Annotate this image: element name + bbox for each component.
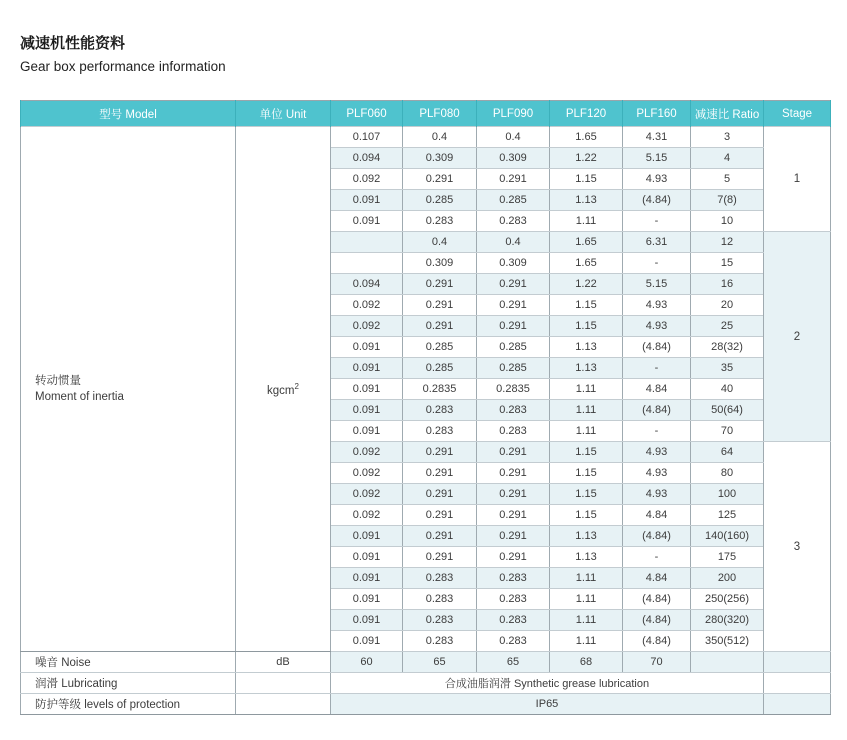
- table-cell: 1.22: [550, 274, 623, 295]
- table-cell: 0.091: [331, 379, 403, 400]
- table-cell: 0.092: [331, 442, 403, 463]
- table-cell: -: [623, 547, 691, 568]
- table-cell: 3: [691, 127, 764, 148]
- page-title-zh: 减速机性能资料: [20, 35, 126, 52]
- noise-row: [21, 652, 831, 673]
- noise-label: 噪音 Noise: [21, 652, 236, 673]
- header-plf080: PLF080: [403, 101, 477, 127]
- table-row: [21, 127, 831, 148]
- table-cell: 50(64): [691, 400, 764, 421]
- table-cell: 0.283: [403, 421, 477, 442]
- table-cell: 65: [403, 652, 477, 673]
- table-cell: 200: [691, 568, 764, 589]
- table-cell: 0.291: [477, 316, 550, 337]
- table-cell: 4.84: [623, 379, 691, 400]
- table-cell: 0.091: [331, 211, 403, 232]
- header-plf160: PLF160: [623, 101, 691, 127]
- table-cell: 12: [691, 232, 764, 253]
- table-cell: 0.4: [477, 127, 550, 148]
- table-cell: (4.84): [623, 190, 691, 211]
- table-cell: 0.283: [477, 421, 550, 442]
- table-cell: (4.84): [623, 526, 691, 547]
- noise-unit: dB: [236, 652, 331, 673]
- table-cell: 0.291: [403, 484, 477, 505]
- table-cell: 0.283: [477, 610, 550, 631]
- table-cell: 64: [691, 442, 764, 463]
- table-cell: 0.291: [403, 295, 477, 316]
- table-cell: 4.93: [623, 442, 691, 463]
- table-cell: 0.309: [403, 253, 477, 274]
- table-cell: 1.11: [550, 421, 623, 442]
- table-cell: 0.291: [403, 463, 477, 484]
- table-cell: 0.092: [331, 316, 403, 337]
- table-cell: [764, 673, 831, 694]
- table-cell: 0.291: [403, 526, 477, 547]
- table-cell: (4.84): [623, 337, 691, 358]
- header-row: [21, 101, 831, 127]
- table-cell: 60: [331, 652, 403, 673]
- table-cell: 4: [691, 148, 764, 169]
- table-cell: 4.93: [623, 316, 691, 337]
- table-cell: 1.65: [550, 253, 623, 274]
- table-cell: 1.11: [550, 589, 623, 610]
- table-cell: 0.291: [403, 274, 477, 295]
- table-cell: 0.091: [331, 421, 403, 442]
- table-cell: 1.11: [550, 400, 623, 421]
- protection-row: [21, 694, 831, 715]
- table-cell: -: [623, 211, 691, 232]
- table-cell: 70: [623, 652, 691, 673]
- table-cell: 4.93: [623, 169, 691, 190]
- table-cell: 0.291: [477, 526, 550, 547]
- lubricating-unit: [236, 673, 331, 694]
- table-cell: 0.291: [403, 442, 477, 463]
- table-cell: 4.84: [623, 505, 691, 526]
- table-cell: 0.291: [477, 484, 550, 505]
- table-cell: 175: [691, 547, 764, 568]
- table-cell: 16: [691, 274, 764, 295]
- table-cell: 0.283: [477, 631, 550, 652]
- table-cell: 0.285: [403, 358, 477, 379]
- table-cell: 0.291: [477, 442, 550, 463]
- stage-cell: 1: [764, 127, 831, 232]
- table-cell: 1.13: [550, 358, 623, 379]
- table-cell: 6.31: [623, 232, 691, 253]
- table-cell: 0.091: [331, 631, 403, 652]
- table-cell: 0.092: [331, 484, 403, 505]
- table-cell: 1.15: [550, 505, 623, 526]
- table-cell: 1.15: [550, 316, 623, 337]
- table-cell: 1.22: [550, 148, 623, 169]
- table-cell: 1.15: [550, 463, 623, 484]
- table-cell: 0.291: [403, 169, 477, 190]
- table-cell: 250(256): [691, 589, 764, 610]
- table-cell: 0.091: [331, 526, 403, 547]
- table-cell: 0.283: [403, 610, 477, 631]
- table-cell: 0.283: [477, 400, 550, 421]
- table-cell: 0.291: [477, 547, 550, 568]
- table-cell: 0.4: [403, 127, 477, 148]
- table-cell: 0.094: [331, 274, 403, 295]
- table-cell: 0.283: [477, 589, 550, 610]
- table-cell: 0.291: [403, 505, 477, 526]
- table-cell: 1.11: [550, 211, 623, 232]
- table-cell: 0.283: [477, 211, 550, 232]
- table-cell: 1.15: [550, 484, 623, 505]
- table-cell: [764, 652, 831, 673]
- table-cell: 0.107: [331, 127, 403, 148]
- model-merged-cell: [21, 127, 236, 652]
- table-cell: 4.93: [623, 484, 691, 505]
- table-cell: 5.15: [623, 148, 691, 169]
- table-cell: 0.309: [477, 253, 550, 274]
- table-cell: 0.091: [331, 568, 403, 589]
- header-unit: 单位 Unit: [236, 101, 331, 127]
- table-cell: 0.4: [477, 232, 550, 253]
- table-cell: (4.84): [623, 631, 691, 652]
- lubricating-row: [21, 673, 831, 694]
- table-cell: 0.283: [403, 400, 477, 421]
- header-plf060: PLF060: [331, 101, 403, 127]
- protection-label: 防护等级 levels of protection: [21, 694, 236, 715]
- table-cell: 0.291: [403, 547, 477, 568]
- table-cell: 0.291: [477, 463, 550, 484]
- table-cell: (4.84): [623, 400, 691, 421]
- table-cell: 15: [691, 253, 764, 274]
- table-cell: 0.091: [331, 589, 403, 610]
- page-title-en: Gear box performance information: [20, 59, 226, 74]
- table-cell: 4.31: [623, 127, 691, 148]
- table-cell: 0.285: [477, 337, 550, 358]
- table-cell: 0.092: [331, 463, 403, 484]
- table-cell: 35: [691, 358, 764, 379]
- table-cell: 4.93: [623, 463, 691, 484]
- table-cell: [331, 253, 403, 274]
- table-cell: -: [623, 421, 691, 442]
- table-cell: 0.091: [331, 547, 403, 568]
- table-cell: 1.65: [550, 232, 623, 253]
- table-cell: [691, 652, 764, 673]
- table-cell: 280(320): [691, 610, 764, 631]
- table-cell: 4.84: [623, 568, 691, 589]
- lubricating-label: 润滑 Lubricating: [21, 673, 236, 694]
- table-cell: 80: [691, 463, 764, 484]
- table-cell: 0.4: [403, 232, 477, 253]
- table-cell: 5: [691, 169, 764, 190]
- table-cell: -: [623, 358, 691, 379]
- unit-merged-cell: kgcm$^2$: [236, 127, 331, 652]
- table-cell: 0.2835: [477, 379, 550, 400]
- table-cell: 1.13: [550, 337, 623, 358]
- header-plf090: PLF090: [477, 101, 550, 127]
- table-cell: 1.11: [550, 610, 623, 631]
- table-cell: 0.091: [331, 358, 403, 379]
- table-cell: [764, 694, 831, 715]
- table-cell: 140(160): [691, 526, 764, 547]
- table-cell: 0.091: [331, 400, 403, 421]
- unit-superscript: 2: [294, 381, 299, 391]
- table-cell: 0.094: [331, 148, 403, 169]
- stage-cell: 2: [764, 232, 831, 442]
- table-cell: 0.291: [477, 295, 550, 316]
- performance-table: [20, 100, 831, 715]
- header-model: 型号 Model: [21, 101, 236, 127]
- table-cell: 10: [691, 211, 764, 232]
- lubricating-value: 合成油脂润滑 Synthetic grease lubrication: [331, 673, 764, 694]
- table-cell: 0.291: [477, 505, 550, 526]
- table-cell: 350(512): [691, 631, 764, 652]
- table-cell: 25: [691, 316, 764, 337]
- table-cell: (4.84): [623, 610, 691, 631]
- table-cell: 65: [477, 652, 550, 673]
- table-cell: 70: [691, 421, 764, 442]
- table-cell: 1.11: [550, 379, 623, 400]
- table-cell: 1.13: [550, 547, 623, 568]
- table-cell: 28(32): [691, 337, 764, 358]
- header-ratio: 减速比 Ratio: [691, 101, 764, 127]
- table-cell: 1.15: [550, 169, 623, 190]
- table-cell: 0.283: [403, 589, 477, 610]
- table-cell: 0.283: [403, 631, 477, 652]
- table-cell: 0.091: [331, 190, 403, 211]
- table-cell: 1.11: [550, 631, 623, 652]
- table-cell: 1.15: [550, 442, 623, 463]
- table-cell: 0.092: [331, 505, 403, 526]
- table-cell: 1.15: [550, 295, 623, 316]
- table-cell: [331, 232, 403, 253]
- table-cell: 0.092: [331, 295, 403, 316]
- table-cell: 0.092: [331, 169, 403, 190]
- table-cell: 40: [691, 379, 764, 400]
- table-cell: 68: [550, 652, 623, 673]
- table-cell: 1.13: [550, 526, 623, 547]
- table-cell: 1.11: [550, 568, 623, 589]
- table-cell: 0.309: [403, 148, 477, 169]
- table-cell: 0.291: [403, 316, 477, 337]
- stage-cell: 3: [764, 442, 831, 652]
- table-cell: 7(8): [691, 190, 764, 211]
- table-cell: 125: [691, 505, 764, 526]
- table-cell: 100: [691, 484, 764, 505]
- table-cell: 0.285: [477, 358, 550, 379]
- table-cell: 0.283: [403, 211, 477, 232]
- table-cell: 4.93: [623, 295, 691, 316]
- table-cell: 0.309: [477, 148, 550, 169]
- table-cell: 0.285: [403, 337, 477, 358]
- table-cell: 1.13: [550, 190, 623, 211]
- protection-value: IP65: [331, 694, 764, 715]
- table-cell: 0.2835: [403, 379, 477, 400]
- table-cell: 5.15: [623, 274, 691, 295]
- protection-unit: [236, 694, 331, 715]
- model-label-zh: 转动惯量: [35, 375, 81, 387]
- table-cell: 0.091: [331, 610, 403, 631]
- table-cell: 0.291: [477, 169, 550, 190]
- table-cell: 1.65: [550, 127, 623, 148]
- table-cell: (4.84): [623, 589, 691, 610]
- table-cell: 0.091: [331, 337, 403, 358]
- table-cell: -: [623, 253, 691, 274]
- table-cell: 0.283: [477, 568, 550, 589]
- header-plf120: PLF120: [550, 101, 623, 127]
- table-cell: 20: [691, 295, 764, 316]
- table-cell: 0.283: [403, 568, 477, 589]
- header-stage: Stage: [764, 101, 831, 127]
- table-cell: 0.285: [477, 190, 550, 211]
- model-label-en: Moment of inertia: [35, 391, 124, 403]
- table-cell: 0.291: [477, 274, 550, 295]
- table-cell: 0.285: [403, 190, 477, 211]
